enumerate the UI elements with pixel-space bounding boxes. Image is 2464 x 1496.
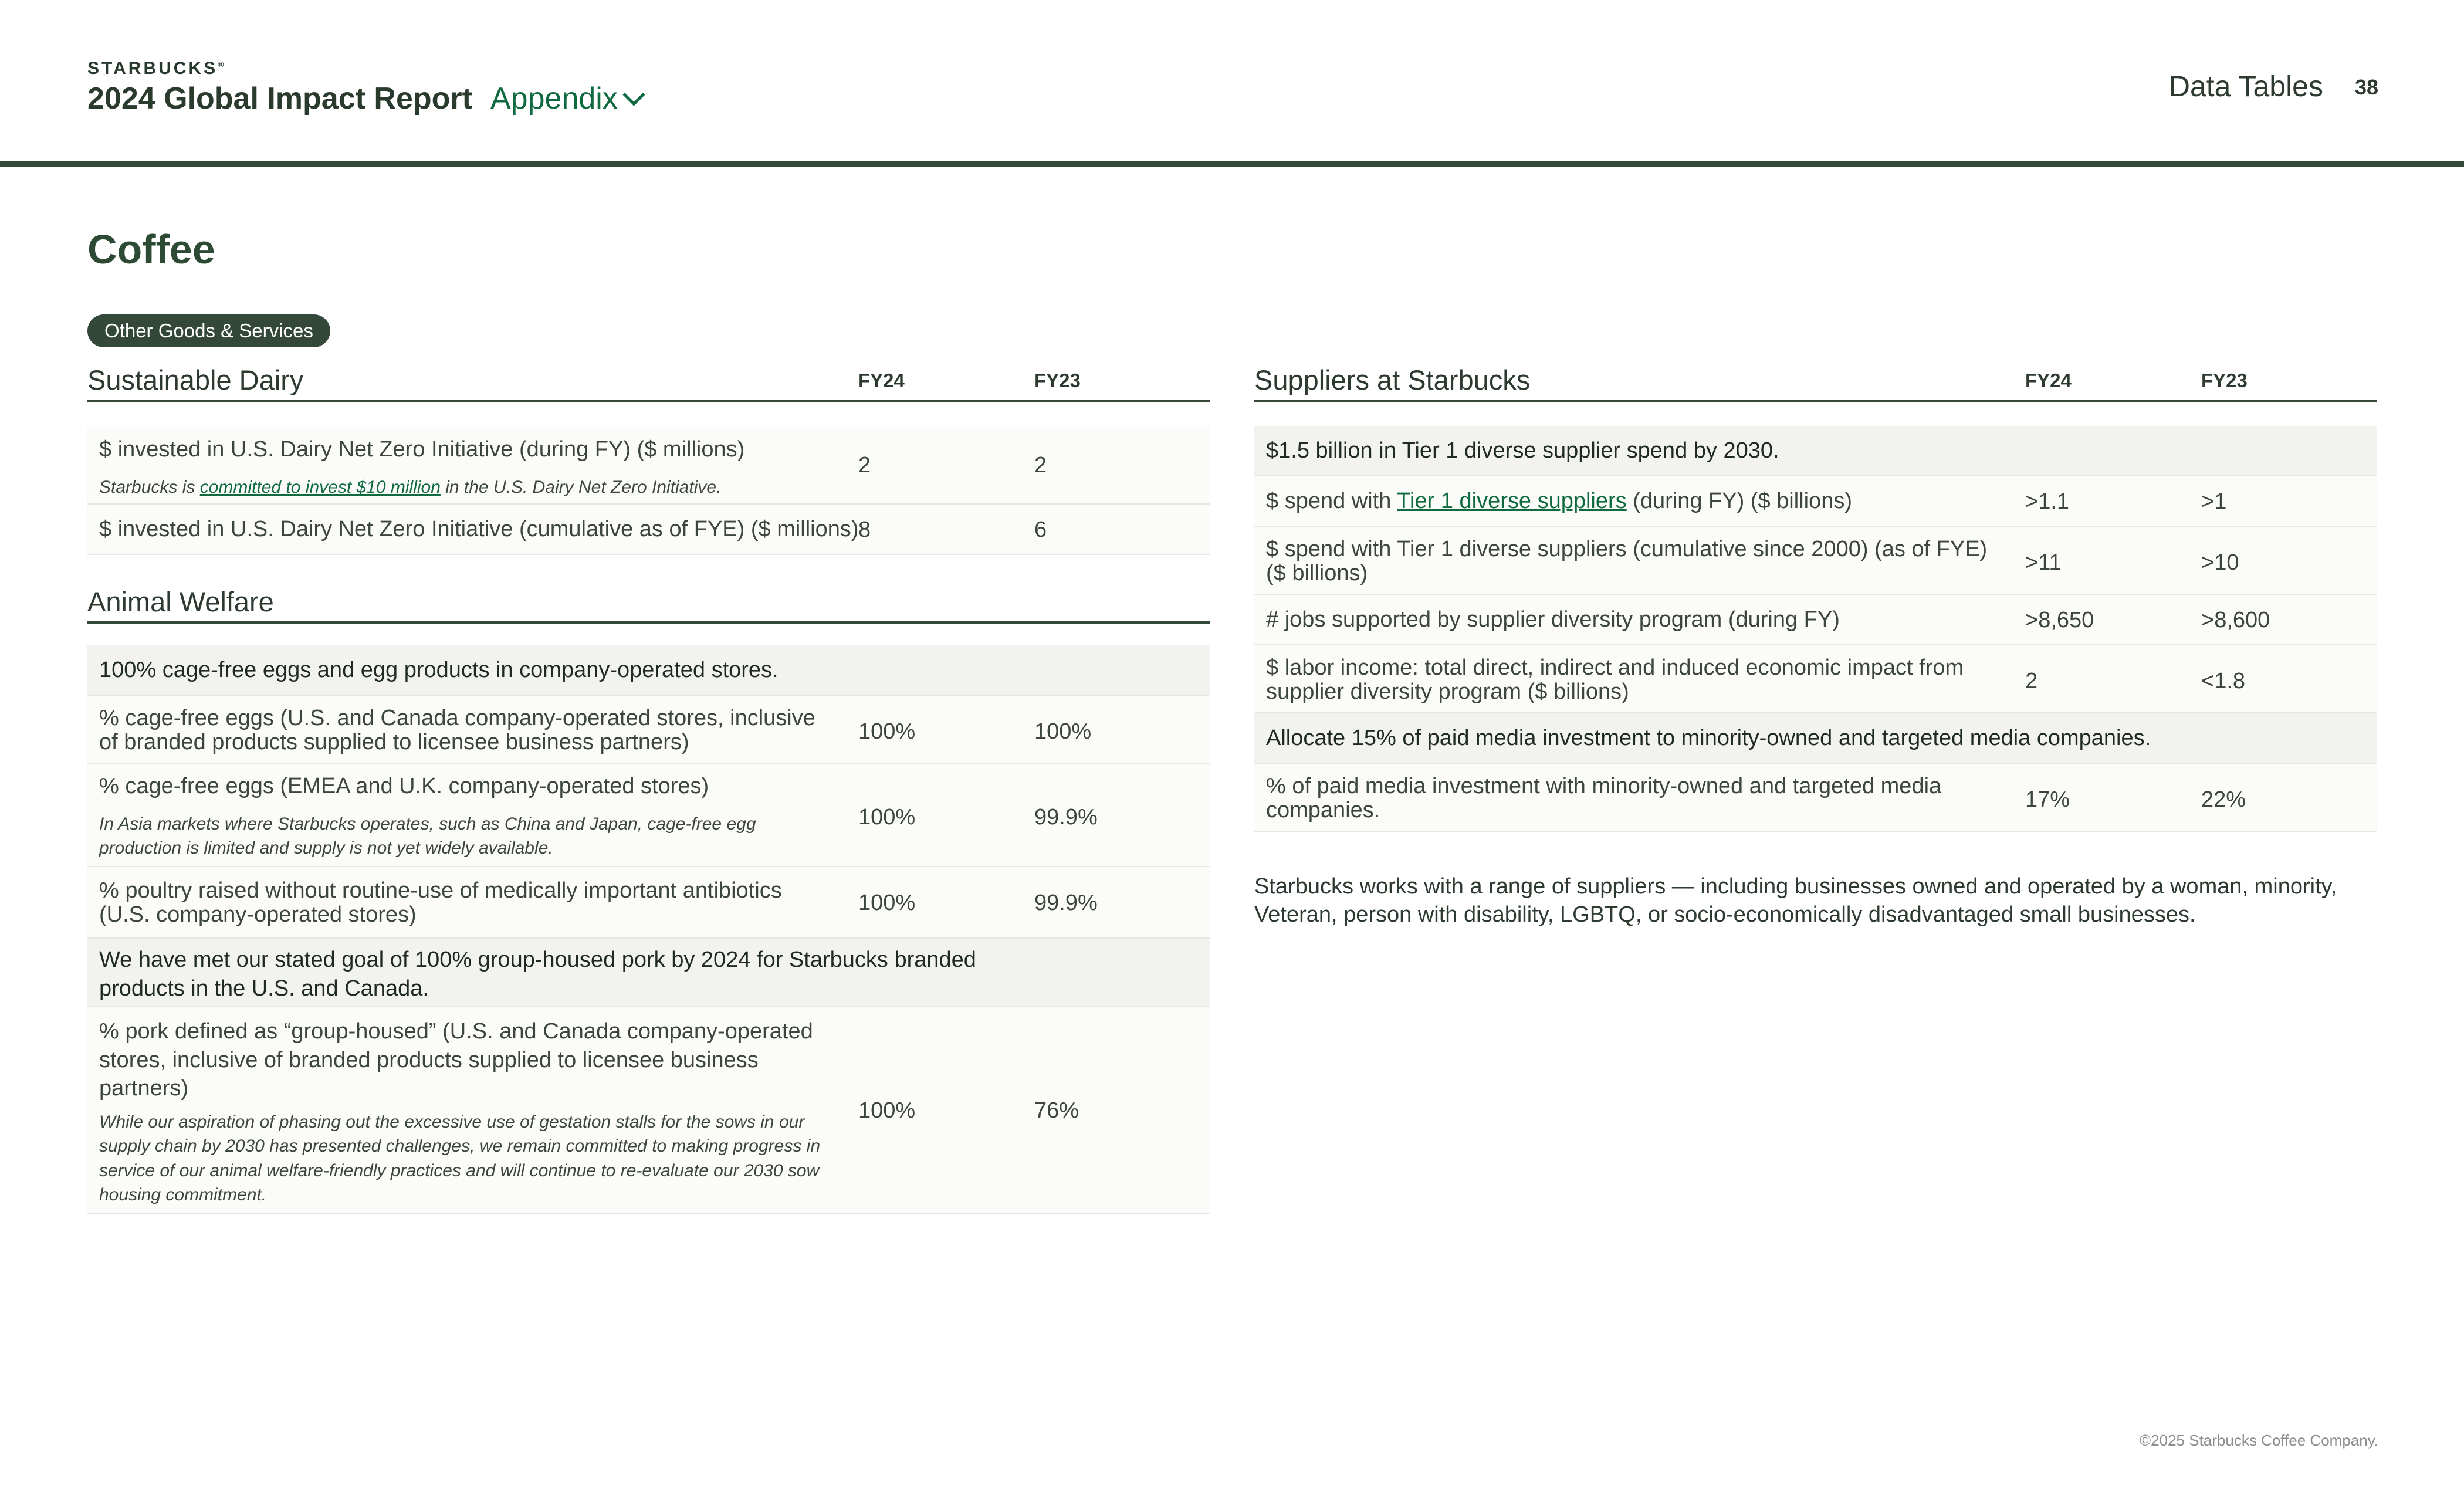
- table-header: [87, 585, 1210, 624]
- value-fy23: >1: [2201, 489, 2227, 514]
- value-fy23: >8,600: [2201, 608, 2270, 632]
- animal-welfare-table: [87, 585, 1210, 1214]
- goal-row: [87, 645, 1210, 696]
- goal-text: $1.5 billion in Tier 1 diverse supplier spend by 2030.: [1266, 438, 1779, 463]
- page-header: [0, 0, 2464, 167]
- table-row: [1254, 764, 2377, 832]
- value-fy24: 17%: [2025, 787, 2070, 812]
- section-label: Data Tables: [2168, 70, 2323, 103]
- column-header-fy23: FY23: [2201, 370, 2248, 391]
- value-fy24: >11: [2025, 550, 2062, 575]
- table-row: [87, 505, 1210, 555]
- goal-text: 100% cage-free eggs and egg products in company-operated stores.: [99, 658, 779, 682]
- page-number: 38: [2354, 75, 2378, 99]
- row-note: [99, 475, 721, 499]
- table-row: [87, 1007, 1210, 1214]
- goal-text: We have met our stated goal of 100% group-housed pork by 2024 for Starbucks branded products in the U.S. and Canada.: [99, 947, 976, 1001]
- table-header: [1254, 364, 2377, 402]
- row-label: $ invested in U.S. Dairy Net Zero Initiative (cumulative as of FYE) ($ millions): [99, 517, 859, 541]
- value-fy24: 8: [858, 517, 871, 542]
- appendix-label: Appendix: [490, 82, 618, 116]
- appendix-dropdown[interactable]: [490, 81, 642, 116]
- suppliers-table: [1254, 364, 2377, 832]
- value-fy24: >1.1: [2025, 489, 2070, 514]
- value-fy23: 76%: [1034, 1098, 1079, 1123]
- brand-logo: [87, 59, 224, 79]
- goal-row: [1254, 426, 2377, 476]
- value-fy24: >8,650: [2025, 608, 2094, 632]
- value-fy23: >10: [2201, 550, 2239, 575]
- row-label: # jobs supported by supplier diversity program (during FY): [1266, 607, 1840, 632]
- chevron-down-icon: [622, 83, 645, 106]
- value-fy23: <1.8: [2201, 669, 2246, 693]
- goal-row: [1254, 713, 2377, 764]
- value-fy23: 100%: [1034, 719, 1092, 744]
- value-fy24: 2: [858, 453, 871, 478]
- table-row: [1254, 527, 2377, 595]
- row-note: While our aspiration of phasing out the excessive use of gestation stalls for the sows in our supply chain by 2030 has presented challenges, we remain committed to making progress in service of our animal welfare-friendly practices and will continue to re-evaluate our 2030 sow housing commitment.: [99, 1112, 821, 1205]
- table-row: [87, 867, 1210, 939]
- row-label: % cage-free eggs (U.S. and Canada company-operated stores, inclusive of branded products supplied to licensee business partners): [99, 706, 815, 755]
- category-pill: Other Goods & Services: [87, 314, 330, 347]
- goal-row: [87, 939, 1210, 1007]
- value-fy23: 6: [1034, 517, 1047, 542]
- goal-text: Allocate 15% of paid media investment to minority-owned and targeted media companies.: [1266, 726, 2151, 750]
- value-fy23: 99.9%: [1034, 891, 1098, 915]
- note-text: Starbucks is: [99, 478, 200, 497]
- row-label: % poultry raised without routine-use of medically important antibiotics (U.S. company-operated stores): [99, 878, 782, 928]
- row-label: % cage-free eggs (EMEA and U.K. company-operated stores): [99, 774, 709, 798]
- value-fy24: 100%: [858, 805, 916, 830]
- row-label: $ spend with Tier 1 diverse suppliers (cumulative since 2000) (as of FYE) ($ billions): [1266, 537, 1988, 586]
- table-row: [87, 425, 1210, 505]
- value-fy23: 2: [1034, 453, 1047, 478]
- table-row: [87, 696, 1210, 764]
- row-label: % pork defined as “group-housed” (U.S. and Canada company-operated stores, inclusive of branded products supplied to licensee business partners): [99, 1019, 813, 1101]
- table-row: [1254, 645, 2377, 713]
- table-title: Suppliers at Starbucks: [1254, 364, 1531, 395]
- value-fy24: 100%: [858, 1098, 916, 1123]
- column-header-fy23: FY23: [1034, 370, 1081, 391]
- table-title: Sustainable Dairy: [87, 364, 304, 395]
- copyright-footer: ©2025 Starbucks Coffee Company.: [2140, 1431, 2378, 1449]
- note-text: in the U.S. Dairy Net Zero Initiative.: [440, 478, 722, 497]
- value-fy24: 100%: [858, 891, 916, 915]
- row-label: % of paid media investment with minority-owned and targeted media companies.: [1266, 774, 1942, 823]
- table-row: [1254, 476, 2377, 527]
- table-row: [1254, 595, 2377, 645]
- report-title: 2024 Global Impact Report: [87, 82, 472, 116]
- row-label: $ labor income: total direct, indirect and induced economic impact from supplier diversity program ($ billions): [1266, 655, 1964, 705]
- label-text: $ spend with: [1266, 489, 1397, 513]
- value-fy23: 22%: [2201, 787, 2246, 812]
- sustainable-dairy-table: [87, 364, 1210, 555]
- brand-wordmark: STARBUCKS: [87, 59, 218, 78]
- value-fy24: 2: [2025, 669, 2038, 693]
- column-header-fy24: FY24: [2025, 370, 2072, 391]
- label-text: (during FY) ($ billions): [1626, 489, 1852, 513]
- row-label: $ invested in U.S. Dairy Net Zero Initiative (during FY) ($ millions): [99, 437, 745, 462]
- brand-registered-mark: ®: [218, 60, 224, 69]
- value-fy24: 100%: [858, 719, 916, 744]
- page-heading: Coffee: [87, 226, 215, 272]
- column-header-fy24: FY24: [858, 370, 905, 391]
- suppliers-paragraph: Starbucks works with a range of suppliers — including businesses owned and operated by a woman, minority, Veteran, person with disability, LGBTQ, or socio-economically disadvantaged small businesses.: [1254, 874, 2337, 927]
- table-title: Animal Welfare: [87, 586, 274, 617]
- value-fy23: 99.9%: [1034, 805, 1098, 830]
- tier-1-diverse-suppliers-link[interactable]: Tier 1 diverse suppliers: [1397, 489, 1627, 513]
- table-header: [87, 364, 1210, 402]
- row-label: [1266, 489, 1852, 513]
- row-note: In Asia markets where Starbucks operates, such as China and Japan, cage-free egg production is limited and supply is not yet widely available.: [99, 814, 756, 858]
- table-row: [87, 764, 1210, 867]
- invest-10-million-link[interactable]: committed to invest $10 million: [199, 478, 441, 497]
